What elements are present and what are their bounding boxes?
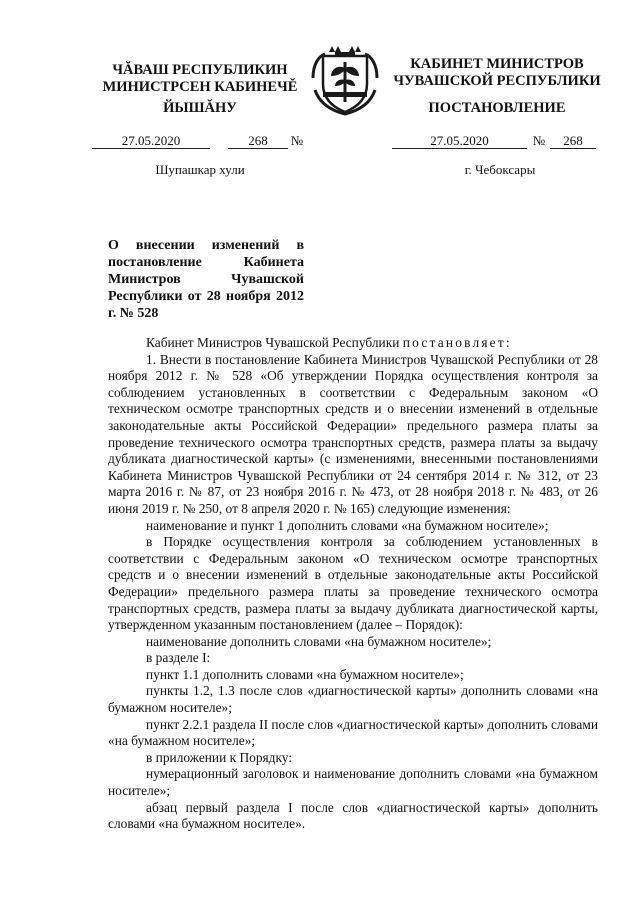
- paragraph: в Порядке осуществления контроля за соблюдением установленных в соответствии с Федеральным законом «О техническом осмотре транспортных средств и о внесении изменений в отдельные законодательные акты Российской Федерации» предельного размера платы за проведение технического осмотра транспортных средств, размера платы за выдачу дубликата диагностической карты, утвержденном указанным постановлением (далее – Порядок):: [108, 534, 598, 633]
- header-left-date: 27.05.2020: [92, 133, 210, 149]
- header-right-number: 268: [550, 133, 596, 149]
- header-left-num-sign: №: [290, 133, 304, 148]
- paragraph: наименование дополнить словами «на бумажном носителе»;: [146, 633, 492, 649]
- header-left-city: Шупашкар хули: [155, 162, 245, 177]
- document-body: [108, 335, 598, 833]
- header-left-line2: МИНИСТРСЕН КАБИНЕЧĔ: [102, 79, 298, 95]
- header-right-city: г. Чебоксары: [464, 162, 536, 177]
- paragraph: 1. Внести в постановление Кабинета Министров Чувашской Республики от 28 ноября 2012 г. № 528 «Об утверждении Порядка осуществления контроля за соблюдением установленных в соответствии с Федеральным законом «О техническом осмотре транспортных средств и о внесении изменений в отдельные законодательные акты Российской Федерации» предельного размера платы за проведение технического осмотра транспортных средств, размера платы за выдачу дубликата диагностической карты» (с изменениями, внесенными постановлениями Кабинета Министров Чувашской Республики от 24 сентября 2014 г. № 312, от 23 марта 2016 г. № 87, от 23 ноября 2016 г. № 473, от 28 ноября 2018 г. № 483, от 26 июня 2019 г. № 250, от 8 апреля 2020 г. № 165) следующие изменения:: [108, 351, 598, 516]
- header-right-date: 27.05.2020: [392, 133, 527, 149]
- intro-subject: Кабинет Министров Чувашской Республики: [146, 335, 400, 350]
- intro-verb: постановляет:: [402, 335, 512, 350]
- header-left-org: [100, 62, 300, 96]
- header-right-org: [382, 56, 612, 90]
- intro-paragraph: [108, 335, 598, 352]
- header-right-num-sign: №: [532, 133, 546, 148]
- header-left-number: 268: [228, 133, 288, 149]
- paragraph: пункт 2.2.1 раздела II после слов «диагностической карты» дополнить словами «на бумажном носителе»;: [108, 716, 598, 749]
- paragraph: в приложении к Порядку:: [146, 749, 293, 765]
- chuvashia-coat-of-arms-icon: [305, 38, 385, 118]
- paragraph: пункты 1.2, 1.3 после слов «диагностической карты» дополнить словами «на бумажном носителе»;: [108, 683, 598, 716]
- paragraph: наименование и пункт 1 дополнить словами «на бумажном носителе»;: [146, 517, 549, 533]
- document-title: О внесении изменений в постановление Кабинета Министров Чувашской Республики от 28 ноября 2012 г. № 528: [108, 238, 304, 321]
- header-right-line1: КАБИНЕТ МИНИСТРОВ: [410, 56, 584, 72]
- header-right-line2: ЧУВАШСКОЙ РЕСПУБЛИКИ: [393, 73, 601, 89]
- header-left-doc-type: ЙЫШĂНУ: [163, 100, 237, 116]
- paragraph: в разделе I:: [146, 650, 211, 666]
- paragraph: абзац первый раздела I после слов «диагностической карты» дополнить словами «на бумажном носителе».: [108, 799, 598, 832]
- header-left-line1: ЧĂВАШ РЕСПУБЛИКИН: [112, 62, 288, 78]
- header-right-doc-type: ПОСТАНОВЛЕНИЕ: [428, 100, 566, 116]
- paragraph: пункт 1.1 дополнить словами «на бумажном носителе»;: [146, 666, 464, 682]
- paragraph: нумерационный заголовок и наименование дополнить словами «на бумажном носителе»;: [108, 766, 598, 799]
